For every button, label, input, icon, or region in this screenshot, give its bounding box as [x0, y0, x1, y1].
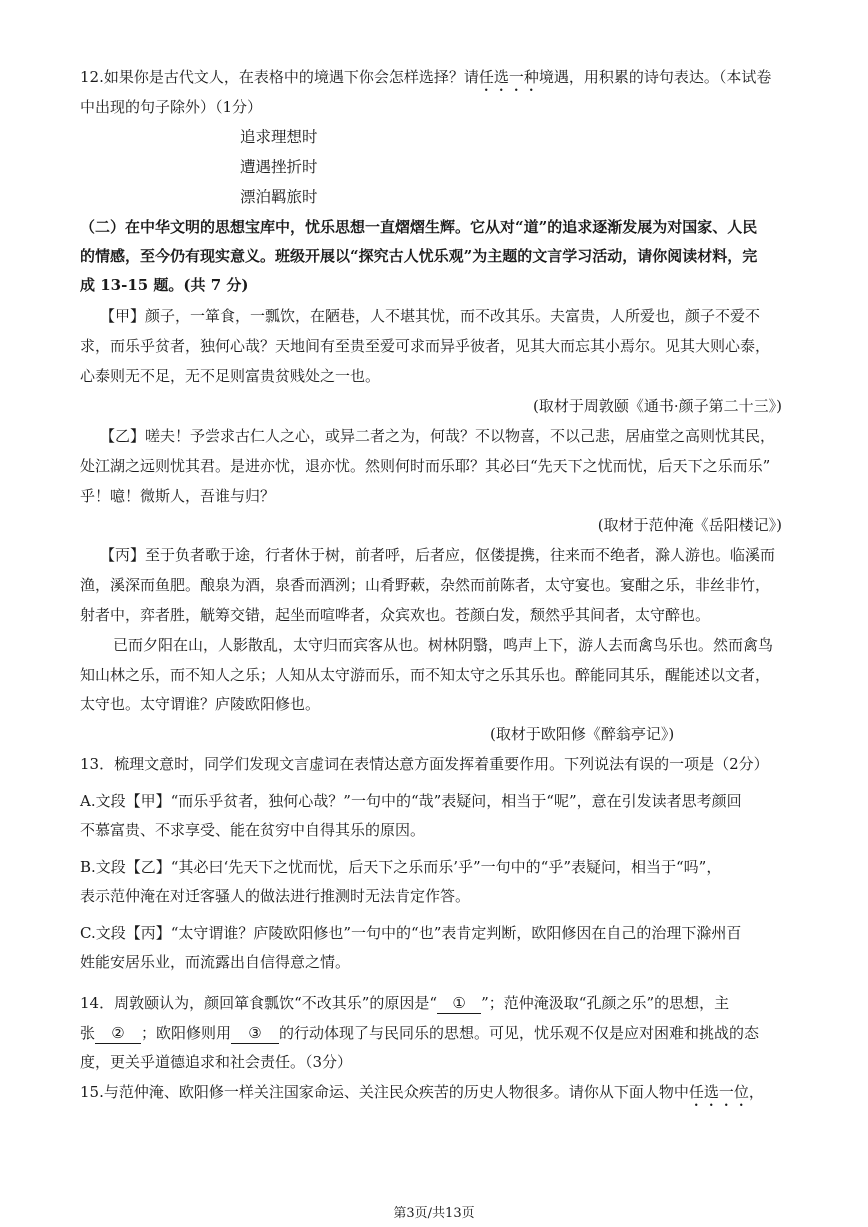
- yi-line-2: 处江湖之远则忧其君。是进亦忧，退亦忧。然则何时而乐耶？其必曰“先天下之忧而忧，后天下之乐而乐”: [80, 457, 771, 475]
- yi-line-1: 【乙】嗟夫！予尝求古仁人之心，或异二者之为，何哉？不以物喜，不以己悲，居庙堂之高则忧其民，: [100, 427, 776, 445]
- q14-line-3: 度，更关乎道德追求和社会责任。（3分）: [80, 1053, 353, 1071]
- jia-source: (取材于周敦颐《通书·颜子第二十三》): [533, 397, 782, 415]
- q13-option-a-line-2: 不慕富贵、不求享受、能在贫穷中自得其乐的原因。: [80, 821, 426, 839]
- blank-1: ①: [437, 993, 481, 1014]
- q13-stem: 13．梳理文意时，同学们发现文言虚词在表情达意方面发挥着重要作用。下列说法有误的一项是（2分）: [80, 755, 769, 773]
- yi-line-3: 乎！噫！微斯人，吾谁与归？: [80, 487, 276, 505]
- q13-option-c-line-2: 姓能安居乐业，而流露出自信得意之情。: [80, 953, 351, 971]
- jia-line-2: 求，而乐乎贫者，独何心哉？天地间有至贵至爱可求而异乎彼者，见其大而忘其小焉尔。见其大则心泰，: [80, 337, 771, 355]
- q12-line2: 中出现的句子除外）（1分）: [80, 98, 263, 116]
- q13-option-b-line-2: 表示范仲淹在对迁客骚人的做法进行推测时无法肯定作答。: [80, 887, 471, 905]
- jia-line-1: 【甲】颜子，一箪食，一瓢饮，在陋巷，人不堪其忧，而不改其乐。夫富贵，人所爱也，颜子不爱不: [100, 307, 761, 325]
- bing-line-6: 太守也。太守谓谁？庐陵欧阳修也。: [80, 695, 321, 713]
- q13-option-b-line-1: B.文段【乙】“其必曰‘先天下之忧而忧，后天下之乐而乐’乎”一句中的“乎”表疑问，相当于“吗”，: [80, 858, 722, 876]
- section2-line-1: （二）在中华文明的思想宝库中，忧乐思想一直熠熠生辉。它从对“道”的追求逐渐发展为对国家、人民: [80, 218, 758, 236]
- bing-line-2: 渔，溪深而鱼肥。酿泉为酒，泉香而酒洌；山肴野蔌，杂然而前陈者，太守宴也。宴酣之乐，非丝非竹，: [80, 576, 771, 594]
- q12-line1: 12.如果你是古代文人，在表格中的境遇下你会怎样选择？请任选一种境遇，用积累的诗句表达。（本试卷: [80, 68, 772, 86]
- blank-2: ②: [95, 1023, 141, 1044]
- q12-option-2: 遭遇挫折时: [240, 158, 318, 176]
- page-footer: 第3页/共13页: [393, 1206, 475, 1221]
- section2-line-3: 成 13-15 题。(共 7 分): [80, 276, 249, 294]
- bing-line-5: 知山林之乐，而不知人之乐；人知从太守游而乐，而不知太守之乐其乐也。醉能同其乐，醒能述以文者，: [80, 666, 771, 684]
- bing-line-3: 射者中，弈者胜，觥筹交错，起坐而喧哗者，众宾欢也。苍颜白发，颓然乎其间者，太守醉也。: [80, 606, 711, 624]
- yi-source: (取材于范仲淹《岳阳楼记》): [597, 516, 782, 534]
- bing-source: (取材于欧阳修《醉翁亭记》): [490, 725, 675, 743]
- bing-line-1: 【丙】至于负者歌于途，行者休于树，前者呼，后者应，伛偻提携，往来而不绝者，滁人游也。临溪而: [100, 546, 776, 564]
- section2-line-2: 的情感，至今仍有现实意义。班级开展以“探究古人忧乐观”为主题的文言学习活动，请你阅读材料，完: [80, 247, 758, 265]
- bing-line-4: 已而夕阳在山，人影散乱，太守归而宾客从也。树林阴翳，鸣声上下，游人去而禽鸟乐也。然而禽鸟: [113, 636, 774, 654]
- q13-option-a-line-1: A.文段【甲】“而乐乎贫者，独何心哉？”一句中的“哉”表疑问，相当于“呢”，意在引发读者思考颜回: [80, 792, 742, 810]
- q14-line-2: 张 ② ；欧阳修则用 ③ 的行动体现了与民同乐的思想。可见，忧乐观不仅是应对困难和挑战的态: [80, 1024, 760, 1042]
- emphasis-text: 任选一位: [688, 1083, 749, 1101]
- q12-option-3: 漂泊羁旅时: [240, 188, 318, 206]
- q15-line-1: 15.与范仲淹、欧阳修一样关注国家命运、关注民众疾苦的历史人物很多。请你从下面人物中任选一位，: [80, 1083, 764, 1101]
- blank-3: ③: [231, 1023, 279, 1044]
- q12-option-1: 追求理想时: [240, 128, 318, 146]
- q13-option-c-line-1: C.文段【丙】“太守谓谁？庐陵欧阳修也”一句中的“也”表肯定判断，欧阳修因在自己的治理下滁州百: [80, 924, 742, 942]
- jia-line-3: 心泰则无不足，无不足则富贵贫贱处之一也。: [80, 367, 381, 385]
- q14-line-1: 14．周敦颐认为，颜回箪食瓢饮“不改其乐”的原因是“ ① ”；范仲淹汲取“孔颜之乐”的思想，主: [80, 994, 730, 1012]
- emphasis-text: 任选一种: [478, 68, 539, 86]
